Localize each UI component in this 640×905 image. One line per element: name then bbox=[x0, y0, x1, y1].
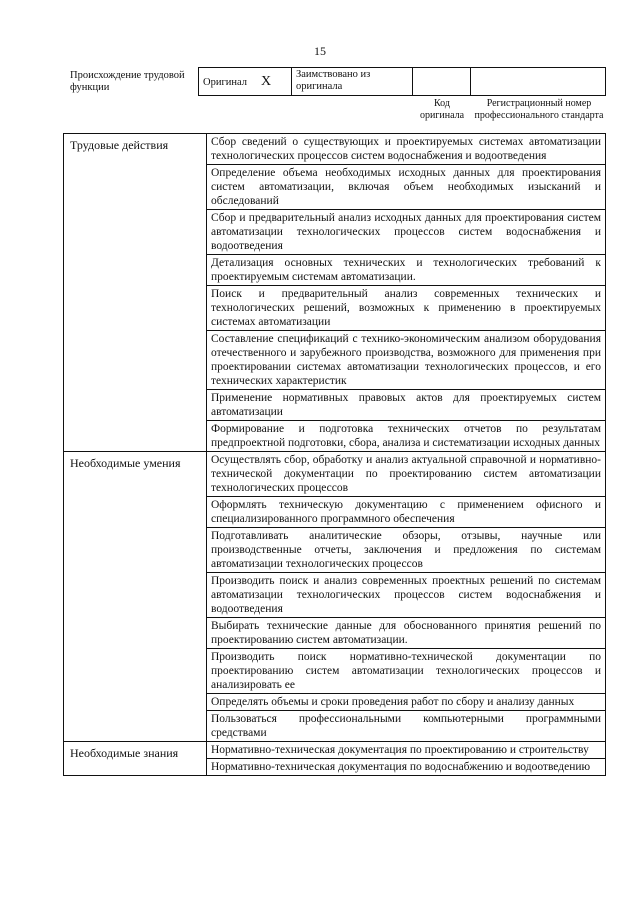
section-item: Составление спецификаций с технико-экономическим анализом оборудования отечественного и зарубежного производства, возможного для применения при проектировании системах автоматизации технологических процессов, и его технических характеристик bbox=[207, 331, 606, 390]
section-item: Осуществлять сбор, обработку и анализ актуальной справочной и нормативно-технической документации по проектированию систем автоматизации технологических процессов bbox=[207, 452, 606, 497]
section-item: Формирование и подготовка технических отчетов по результатам предпроектной подготовки, сбора, анализа и систематизации исходных данных bbox=[207, 421, 606, 452]
code-cell bbox=[413, 68, 471, 96]
section-label: Необходимые знания bbox=[64, 742, 207, 776]
borrowed-label: Заимствовано из оригинала bbox=[296, 69, 371, 92]
section-item: Выбирать технические данные для обоснованного принятия решений по проектированию систем автоматизации. bbox=[207, 618, 606, 649]
reg-number-label: Регистрационный номер профессионального стандарта bbox=[474, 98, 604, 121]
table-row bbox=[64, 134, 606, 165]
functions-table-body bbox=[64, 134, 606, 776]
original-label: Оригинал bbox=[203, 76, 247, 88]
section-item: Нормативно-техническая документация по водоснабжению и водоотведению bbox=[207, 759, 606, 776]
section-item: Пользоваться профессиональными компьютерными программными средствами bbox=[207, 711, 606, 742]
section-item: Производить поиск нормативно-технической документации по проектированию систем автоматизации технологических процессов и анализировать ее bbox=[207, 649, 606, 694]
section-item: Применение нормативных правовых актов для проектируемых систем автоматизации bbox=[207, 390, 606, 421]
reg-number-cell bbox=[471, 68, 606, 96]
table-row bbox=[64, 452, 606, 497]
section-label: Трудовые действия bbox=[64, 134, 207, 452]
section-item: Сбор и предварительный анализ исходных данных для проектирования систем автоматизации технологических процессов систем водоснабжения и водоотведения bbox=[207, 210, 606, 255]
origin-label: Происхождение трудовой функции bbox=[70, 70, 185, 93]
section-item: Производить поиск и анализ современных проектных решений по системам автоматизации технологических процессов систем водоснабжения и водоотведения bbox=[207, 573, 606, 618]
original-cell bbox=[199, 68, 292, 96]
borrowed-cell bbox=[292, 68, 413, 96]
original-mark: X bbox=[261, 73, 272, 89]
code-label: Код оригинала bbox=[419, 98, 465, 121]
section-item: Подготавливать аналитические обзоры, отзывы, научные или производственные отчеты, заключения и предложения по системам автоматизации технологических процессов bbox=[207, 528, 606, 573]
section-item: Детализация основных технических и технологических требований к проектируемым системам автоматизации. bbox=[207, 255, 606, 286]
section-item: Оформлять техническую документацию с применением офисного и специализированного программного обеспечения bbox=[207, 497, 606, 528]
origin-table bbox=[198, 67, 606, 96]
page-number: 15 bbox=[314, 44, 326, 58]
section-item: Определение объема необходимых исходных данных для проектирования систем автоматизации, включая объем необходимых изысканий и обследований bbox=[207, 165, 606, 210]
functions-table bbox=[63, 133, 606, 776]
section-item: Нормативно-техническая документация по проектированию и строительству bbox=[207, 742, 606, 759]
section-item: Поиск и предварительный анализ современных технических и технологических решений, возможных к применению в проектируемых системах автоматизации bbox=[207, 286, 606, 331]
section-item: Определять объемы и сроки проведения работ по сбору и анализу данных bbox=[207, 694, 606, 711]
section-label: Необходимые умения bbox=[64, 452, 207, 742]
section-item: Сбор сведений о существующих и проектируемых системах автоматизации технологических процессов систем водоснабжения и водоотведения bbox=[207, 134, 606, 165]
table-row bbox=[64, 742, 606, 759]
